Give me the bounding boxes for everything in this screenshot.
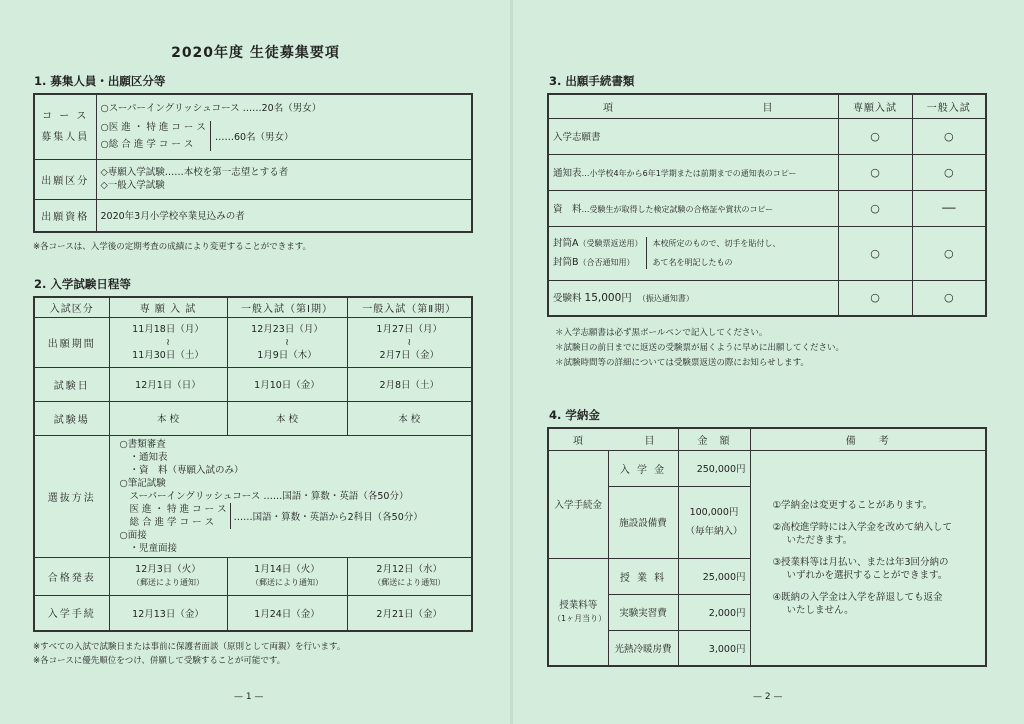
section3-heading: 3. 出願手続書類 bbox=[549, 74, 635, 88]
section2-note-2: ※各コースに優先順位をつけ、併願して受験することが可能です。 bbox=[33, 656, 286, 666]
course-group bbox=[101, 121, 468, 151]
header-general-1: 一般入試（第Ⅰ期） bbox=[227, 297, 347, 317]
doc-row-5: 受験料 15,000円 （振込通知書） bbox=[548, 280, 838, 316]
fee-header-remarks: 備 考 bbox=[750, 428, 986, 450]
capacity-label: 募集人員 bbox=[41, 131, 90, 143]
section2-note-1: ※すべての入試で試験日または事前に保護者面談（原則として両親）を行います。 bbox=[33, 642, 346, 652]
section1-note: ※各コースは、入学後の定期考査の成績により変更することができます。 bbox=[33, 242, 312, 252]
method-label: 選抜方法 bbox=[34, 435, 109, 557]
page-number-2: — 2 — bbox=[753, 692, 783, 702]
section3-note-3: ＊試験時間等の詳細については受験票返送の際にお知らせします。 bbox=[555, 358, 809, 368]
qualification-label: 出願資格 bbox=[34, 199, 96, 232]
doc-row-1: 入学志願書 bbox=[548, 118, 838, 154]
section2-heading: 2. 入学試験日程等 bbox=[34, 277, 131, 291]
header-general: 一般入試 bbox=[912, 94, 986, 118]
fee-header-amount: 金 額 bbox=[678, 428, 750, 450]
fee-value-lab: 2,000円 bbox=[678, 594, 750, 630]
period-label: 出願期間 bbox=[34, 317, 109, 367]
doc-row-4: 封筒A（受験票返送用） 封筒B（合否通知用） 本校所定のもので、切手を貼付し、 あて名を明記したもの bbox=[548, 226, 838, 280]
fee-item-lab: 実験実習費 bbox=[608, 594, 678, 630]
doc-row-3: 資 料…受験生が取得した検定試験の合格証や賞状のコピー bbox=[548, 190, 838, 226]
schedule-table: 入試区分 専 願 入 試 一般入試（第Ⅰ期） 一般入試（第Ⅱ期） 出願期間 11月18日（月） ≀ 11月30日（土） 12月23日（月） ≀ 1月9日（木） 1月27日（月） ≀ 2月7日（金） 試験日 12月1日（日） 1月10日（金） 2月8日（土） 試験場 本 校 本 校 本 校 選抜方法 ○書類審査 ・通知表 ・資 料（専願入試のみ） ○筆記試験 スーパーイングリッシュコース ……国語・算数・英語（各50分） 医 進 ・ 特 進 コ ー ス 総 合 進 学 コ ー ス ……国語・算数・英語から2科目（各50分） ○面接 ・児童面接 合格発表 12月3日（火） （郵送により通知） 1月14日（火） （郵送により通知） 2月12日（水） （郵送により通知） 入学手続 12月13日（金） 1月24日（金） 2月21日（金） bbox=[33, 296, 473, 632]
apply-type-1: ◇専願入学試験……本校を第一志望とする者 bbox=[100, 167, 289, 178]
header-senganan: 専 願 入 試 bbox=[109, 297, 227, 317]
doc-row-2: 通知表…小学校4年から6年1学期または前期までの通知表のコピー bbox=[548, 154, 838, 190]
header-type: 入試区分 bbox=[34, 297, 109, 317]
section3-note-2: ＊試験日の前日までに返送の受験票が届くように早めに出願してください。 bbox=[555, 343, 845, 353]
section3-note-1: ＊入学志願書は必ず黒ボールペンで記入してください。 bbox=[555, 328, 768, 338]
fee-value-admission: 250,000円 bbox=[678, 450, 750, 486]
fee-header-item-a: 項 bbox=[573, 435, 584, 447]
header-item-a: 項 bbox=[603, 102, 614, 114]
course-row-3: ○総 合 進 学 コ ー ス bbox=[100, 139, 194, 151]
venue-label: 試験場 bbox=[34, 401, 109, 435]
qualification: 2020年3月小学校卒業見込みの者 bbox=[96, 199, 472, 232]
header-item-b: 目 bbox=[762, 102, 774, 114]
header-general-2: 一般入試（第Ⅱ期） bbox=[347, 297, 472, 317]
fee-item-utility: 光熱冷暖房費 bbox=[608, 630, 678, 666]
course-row-2: ○医 進 ・ 特 進 コ ー ス bbox=[100, 122, 206, 134]
method-detail: ○書類審査 ・通知表 ・資 料（専願入試のみ） ○筆記試験 スーパーイングリッシュコース ……国語・算数・英語（各50分） 医 進 ・ 特 進 コ ー ス 総 合 進 学 コ ー ス ……国語・算数・英語から2科目（各50分） ○面接 ・児童面接 bbox=[109, 435, 472, 557]
fee-value-tuition: 25,000円 bbox=[678, 558, 750, 594]
section1-heading: 1. 募集人員・出願区分等 bbox=[34, 74, 166, 88]
exam-date-label: 試験日 bbox=[34, 367, 109, 401]
fee-value-facility: 100,000円 bbox=[689, 507, 739, 518]
fee-item-admission: 入 学 金 bbox=[608, 450, 678, 486]
documents-table: 項 目 専願入試 一般入試 入学志願書 ○ ○ 通知表…小学校4年から6年1学期または前期までの通知表のコピー ○ ○ 資 料…受験生が取得した検定試験の合格証や賞状のコピー ○ ── 封筒A（受験票返送用） 封筒B（合否通知用） 本校所定のもので、切手を貼付し、 あて名を明記したもの ○ ○ 受験料 15,000円 （振込通知書） ○ ○ bbox=[547, 93, 987, 317]
section4-heading: 4. 学納金 bbox=[549, 408, 600, 422]
apply-type-2: ◇一般入学試験 bbox=[100, 180, 165, 191]
enroll-label: 入学手続 bbox=[34, 595, 109, 631]
apply-label: 出願区分 bbox=[34, 159, 96, 199]
fees-table: 項 目 金 額 備 考 入学手続金 入 学 金 250,000円 ①学納金は変更することがあります。 ②高校進学時には入学金を改めて納入して いただきます。 ③授業料等は月払い、または年3回分納の いずれかを選択することができます。 ④既納の入学金は入学を辞退しても返金 いたしません。 施設設備費 100,000円 （毎年納入） 授業料等 （1ヶ月当り） 授 業 料 25,000円 実験実習費 2,000円 光熱冷暖房費 3,000円 bbox=[547, 427, 987, 667]
fee-header-item-b: 目 bbox=[644, 435, 656, 447]
page-left bbox=[0, 0, 511, 724]
fee-item-facility: 施設設備費 bbox=[608, 486, 678, 558]
course-row-1: ○スーパーイングリッシュコース ……20名（男女） bbox=[100, 103, 322, 115]
course-group-capacity: ……60名（男女） bbox=[214, 132, 294, 144]
fee-item-tuition: 授 業 料 bbox=[608, 558, 678, 594]
header-senganan: 専願入試 bbox=[838, 94, 912, 118]
result-label: 合格発表 bbox=[34, 557, 109, 595]
page-title: 2020年度 生徒募集要項 bbox=[171, 45, 340, 61]
fee-group-enrollment: 入学手続金 bbox=[548, 450, 608, 558]
course-label: コ ー ス bbox=[42, 110, 89, 122]
fee-remarks: ①学納金は変更することがあります。 ②高校進学時には入学金を改めて納入して いただきます。 ③授業料等は月払い、または年3回分納の いずれかを選択することができます。 ④既納の入学金は入学を辞退しても返金 いたしません。 bbox=[750, 450, 986, 666]
fee-value-utility: 3,000円 bbox=[678, 630, 750, 666]
recruit-table bbox=[33, 93, 473, 233]
page-number-1: — 1 — bbox=[234, 692, 264, 702]
fee-group-tuition: 授業料等 （1ヶ月当り） bbox=[548, 558, 608, 666]
page-right bbox=[513, 0, 1024, 724]
